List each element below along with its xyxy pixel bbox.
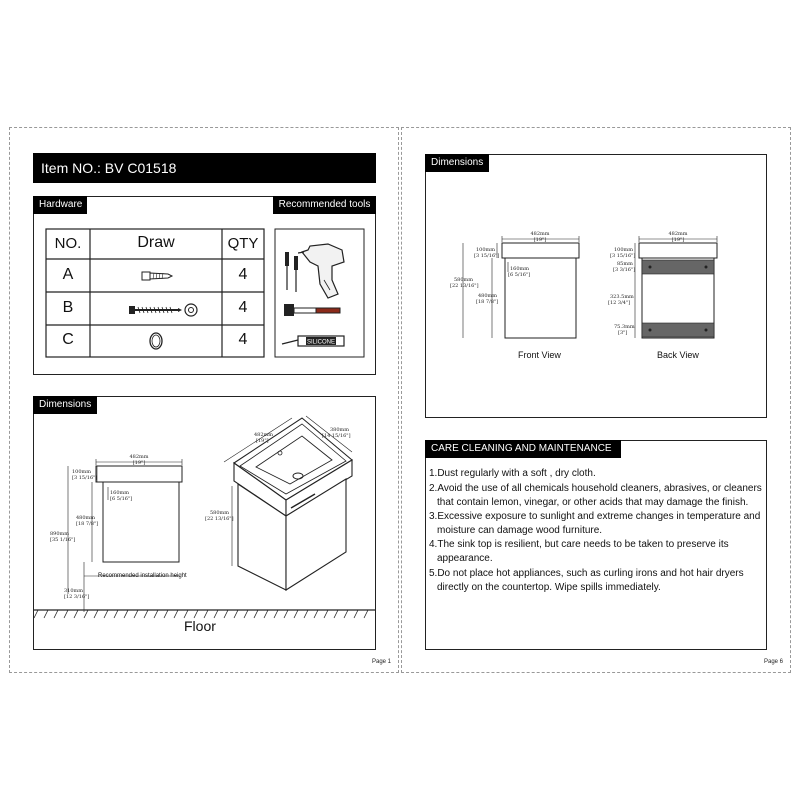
care-item-2-cont: that contain lemon, vinegar, or other acids that may damage the finish.	[437, 497, 749, 508]
left-total-mm: 890mm	[50, 531, 70, 537]
front-width-in: [19"]	[533, 237, 547, 243]
header-qty: QTY	[227, 235, 259, 252]
silicone-text: SILICONE	[306, 339, 336, 346]
back-low-in: [3"]	[618, 330, 628, 336]
left-inner-in: [6 5/16"]	[110, 496, 133, 502]
page-number-right: Page 6	[764, 659, 784, 665]
front-body-in: [18 7/8"]	[476, 299, 499, 305]
recommended-tools-label: Recommended tools	[273, 196, 376, 214]
hardware-label: Hardware	[33, 196, 87, 214]
back-mid-in: [12 3/4"]	[608, 300, 631, 306]
left-width-mm: 482mm	[129, 454, 149, 460]
back-upper-mm: 85mm	[617, 261, 633, 267]
row-c-no: C	[62, 331, 74, 348]
care-item-2: 2.Avoid the use of all chemicals household cleaners, abrasives, or cleaners	[429, 483, 762, 494]
row-a-qty: 4	[238, 266, 248, 283]
iso-depth-mm: 380mm	[330, 427, 350, 433]
install-height-note: Recommended installation height	[98, 573, 187, 579]
front-top-mm: 100mm	[476, 247, 496, 253]
left-top-in: [3 15/16"]	[72, 475, 98, 481]
left-top-mm: 100mm	[72, 469, 92, 475]
back-top-mm: 100mm	[614, 247, 634, 253]
left-body-in: [18 7/8"]	[76, 521, 99, 527]
iso-height-mm: 580mm	[210, 510, 230, 516]
care-item-3-cont: moisture can damage wood furniture.	[437, 525, 603, 536]
back-low-mm: 75.3mm	[614, 324, 635, 330]
dimensions-right-label: Dimensions	[425, 154, 489, 172]
left-floor-mm: 310mm	[64, 588, 84, 594]
dimensions-left-label: Dimensions	[33, 396, 97, 414]
left-floor-in: [12 3/16"]	[64, 594, 90, 600]
back-view-caption: Back View	[657, 350, 699, 360]
left-width-in: [19"]	[132, 460, 146, 466]
front-body-mm: 480mm	[478, 293, 498, 299]
back-mid-mm: 323.5mm	[610, 294, 634, 300]
row-b-no: B	[62, 299, 74, 316]
care-item-5: 5.Do not place hot appliances, such as curling irons and hot hair dryers	[429, 568, 744, 579]
iso-depth-in: [14 15/16"]	[322, 433, 351, 439]
front-top-in: [3 15/16"]	[474, 253, 500, 259]
header-draw: Draw	[137, 234, 175, 251]
care-item-5-cont: directly on the countertop. Wipe spills immediately.	[437, 582, 661, 593]
front-inner-in: [6 5/16"]	[508, 272, 531, 278]
row-a-no: A	[62, 266, 74, 283]
floor-label: Floor	[184, 618, 216, 634]
header-no: NO.	[54, 235, 82, 252]
iso-height-in: [22 13/16"]	[205, 516, 234, 522]
page-number-left: Page 1	[372, 659, 392, 665]
care-item-4-cont: appearance.	[437, 553, 493, 564]
back-top-in: [3 15/16"]	[610, 253, 636, 259]
front-view-caption: Front View	[518, 350, 561, 360]
iso-width-mm: 482mm	[254, 432, 274, 438]
row-c-qty: 4	[238, 331, 248, 348]
back-width-mm: 482mm	[668, 231, 688, 237]
front-height-in: [22 13/16"]	[450, 283, 479, 289]
front-inner-mm: 160mm	[510, 266, 530, 272]
left-total-in: [35 1/16"]	[50, 537, 76, 543]
back-width-in: [19"]	[671, 237, 685, 243]
back-upper-in: [3 3/16"]	[613, 267, 636, 273]
care-item-4: 4.The sink top is resilient, but care needs to be taken to preserve its	[429, 539, 729, 550]
care-item-3: 3.Excessive exposure to sunlight and extreme changes in temperature and	[429, 511, 761, 522]
left-body-mm: 480mm	[76, 515, 96, 521]
care-item-1: 1.Dust regularly with a soft , dry cloth.	[429, 468, 596, 479]
front-height-mm: 580mm	[454, 277, 474, 283]
row-b-qty: 4	[238, 299, 248, 316]
item-number-banner: Item NO.: BV C01518	[33, 153, 376, 183]
iso-width-in: [19"]	[256, 438, 269, 444]
front-width-mm: 482mm	[530, 231, 550, 237]
care-label: CARE CLEANING AND MAINTENANCE	[425, 440, 621, 458]
left-inner-mm: 160mm	[110, 490, 130, 496]
